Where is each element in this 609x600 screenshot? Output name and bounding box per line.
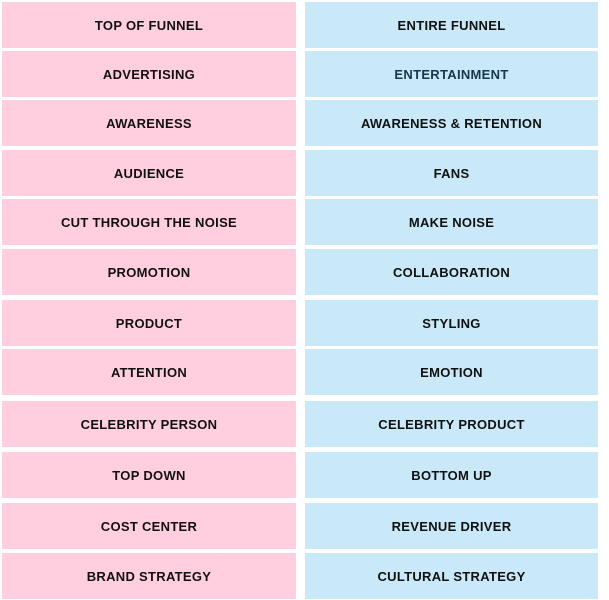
left-cell: TOP DOWN — [2, 452, 296, 498]
left-cell: ADVERTISING — [2, 51, 296, 97]
left-cell: AWARENESS — [2, 100, 296, 146]
table-row — [0, 452, 609, 498]
table-row — [0, 553, 609, 599]
table-row — [0, 401, 609, 447]
right-cell: ENTIRE FUNNEL — [305, 2, 598, 48]
right-cell: CULTURAL STRATEGY — [305, 553, 598, 599]
right-cell: AWARENESS & RETENTION — [305, 100, 598, 146]
table-row — [0, 100, 609, 146]
left-cell: COST CENTER — [2, 503, 296, 549]
left-cell: ATTENTION — [2, 349, 296, 395]
right-cell: STYLING — [305, 300, 598, 346]
right-cell: MAKE NOISE — [305, 199, 598, 245]
table-row — [0, 2, 609, 48]
right-cell: BOTTOM UP — [305, 452, 598, 498]
table-row — [0, 249, 609, 295]
table-row — [0, 503, 609, 549]
left-cell: AUDIENCE — [2, 150, 296, 196]
right-cell: REVENUE DRIVER — [305, 503, 598, 549]
right-cell: COLLABORATION — [305, 249, 598, 295]
left-cell: CELEBRITY PERSON — [2, 401, 296, 447]
table-row — [0, 199, 609, 245]
right-cell: CELEBRITY PRODUCT — [305, 401, 598, 447]
left-cell: PRODUCT — [2, 300, 296, 346]
right-cell: EMOTION — [305, 349, 598, 395]
table-row — [0, 349, 609, 395]
table-row — [0, 51, 609, 97]
right-cell: ENTERTAINMENT — [305, 51, 598, 97]
table-row — [0, 150, 609, 196]
right-cell: FANS — [305, 150, 598, 196]
table-row — [0, 300, 609, 346]
left-cell: BRAND STRATEGY — [2, 553, 296, 599]
left-cell: TOP OF FUNNEL — [2, 2, 296, 48]
left-cell: CUT THROUGH THE NOISE — [2, 199, 296, 245]
left-cell: PROMOTION — [2, 249, 296, 295]
